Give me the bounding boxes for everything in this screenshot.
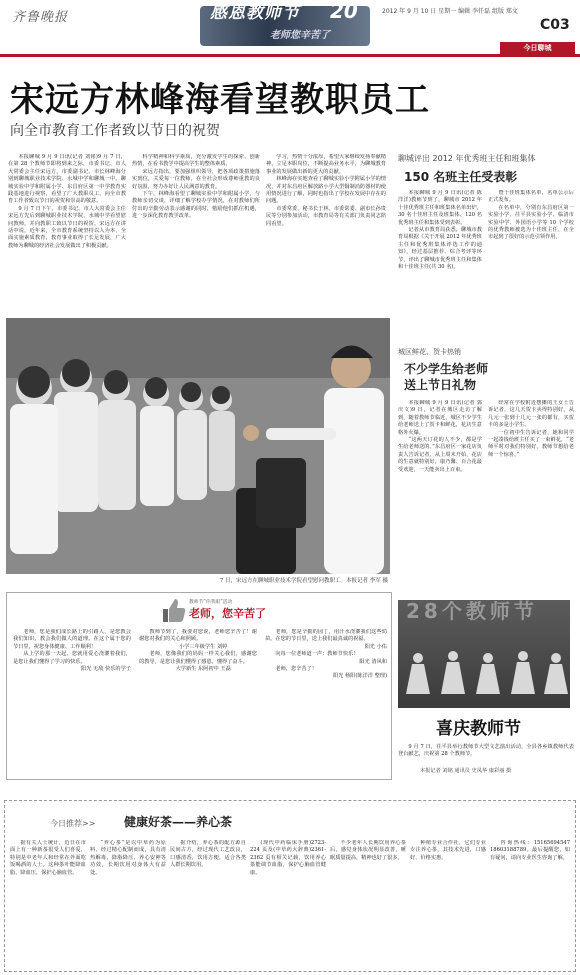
celebration-title: 喜庆教师节 <box>436 719 521 739</box>
story2-col-2: 暨十佳班集体名单，名单公示后正式发布。 在名单中，分别有东昌府区第一实验小学、茌平县实验小学、临清市实验中学、外国语小学等 10 个学校的优秀教师被选为十佳班主任，在全市起到了很好的示范引领作用。 <box>488 190 574 241</box>
banner-number: 20 <box>330 0 358 23</box>
issue-date: 2012 年 9 月 10 日 星期一 编辑 李仟磊 组版 郑文 <box>382 8 518 15</box>
photo-caption: 7 日，宋远方在聊城职业技术学院看望慰问教职工。本报记者 李军 摄 <box>219 578 388 584</box>
holiday-banner <box>200 0 370 46</box>
message-box <box>6 592 392 780</box>
celebration-photo <box>398 600 570 708</box>
headline-subtitle: 向全市教育工作者致以节日的祝贺 <box>10 123 220 139</box>
thumbs-up-icon <box>157 595 187 625</box>
story3-title-2: 送上节日礼物 <box>404 378 477 392</box>
story3-col-1: 本报聊城 9 月 9 日讯(记者 郭庆文)9 日，记者在城区走访了解到，随着教师节临近，城区不少学生给老师送上了贺卡和鲜花，花店生意格外火爆。 “这两天订花的人不少，都是学生给老师送的。”东昌府区一家花店负责人告诉记者，从上周末开始，花店的生意就特别好，康乃馨、百合花最受欢迎，一天能卖出上百束。 <box>398 400 482 473</box>
dancers-illustration <box>398 640 570 708</box>
story2-title: 150 名班主任受表彰 <box>404 170 518 184</box>
paper-name: 齐鲁晚报 <box>12 10 69 25</box>
headline: 宋远方林峰海看望教职员工 <box>10 80 430 120</box>
recommend-label: 今日推荐>> <box>50 819 96 828</box>
lead-col-2: 科学精神和科学素质，充分激发学生的探索、创新热情，在看书教学中提高学生的整体素质。 宋远方指出，要加强组织领导，把各项政策措施落实到位，关爱每一位教师，在全社会形成尊师重教的良好氛围，努力办好让人民满意的教育。 下午，林峰海看望了聊城实验中学和附属小学，与教师亲切交谈，详细了解学校办学情况，在对教师们所付出的辛勤劳动表示感谢的同时，勉励他们抓住机遇，进一步深化教育教学改革。 <box>132 154 260 220</box>
bottom-col-4: (现代中药临床手册)2723-224 页及(中草药大辞典)2361-2362 页有相关记载，饮用养心茶能调节血脂，保护心脑血管健康。 <box>250 840 326 876</box>
banner-subtitle: 老师您辛苦了 <box>270 30 330 41</box>
masthead <box>0 0 580 52</box>
lead-col-1: 本报聊城 9 月 9 日讯(记者 刘铭)9 月 7 日，在第 28 个教师节即将到来之际，市委书记、市人大常委会主任宋远方，市委副书记、市长林峰海分别到聊城职业技术学院、水城中学和聊城一中、聊城实验中学和附属小学、东昌府区第一中学教育实践基地进行视察，看望了广大教职员工，向全市教育工作者致以节日的祝贺和崇高的敬意。 9 月 7 日下午，市委书记、市人大常委会主任宋远方先后到聊城职业技术学院、水城中学看望慰问教师，并向教职工致以节日的祝贺。宋远方在讲话中说，近年来，全市教育系统坚持以人为本，全面实施素质教育，教育事业取得了长足发展，广大教师为聊城的经济社会发展做出了积极贡献。 <box>8 154 126 249</box>
message-col-3: 老师，您是辛勤的园丁，用汗水浇灌我们这些幼苗。在您的节日里，送上我们最真诚的祝福。 阳光 小佑 向每一位老师道一声：教师节快乐！ 阳光 清风和 老师，您辛苦了！ 阳光 杨阳(陈洋洋 整理) <box>265 629 387 680</box>
story2-col-1: 本报聊城 9 月 9 日讯(记者 陈洋洋)教师节到了，聊城市 2012 年十佳优秀班主任和班集体名单出炉，30 名十佳班主任及班集体、120 名优秀班主任和集体受到表彰。 记者从市教育局获悉，聊城市教育局根据《关于开展 2012 年优秀班主任和优秀班集体评选工作的通知》，经过基层推荐、综合考评等环节，评出了聊城市优秀班主任和集体和十佳班主任(共 30 名)。 <box>398 190 482 271</box>
bottom-col-1: 据有关人士统计，近日在市面上有一种新茶很受人们喜爱，特别是中老年人和经常在外面吃饭喝酒的人士。这种茶叶能降血脂、降血压，保护心脑血管。 <box>10 840 86 876</box>
lead-col-3: 学习，热情十分浓厚，希望大家继续发扬奉献精神，立足本职岗位，不断提高业务水平，为聊城教育事业的发展做出新的更大的贡献。 林峰海在实地查看了聊城实验小学附属小学的情况，并对东昌府区解放路小学大型铜制消防器材的使用情况进行了解，同时也指出了学校在发展中存在的问题。 市委常委、秘书长于林，市委常委、副市长孙贵民等分别参加活动，市教育局等有关部门负责同志陪同看望。 <box>266 154 386 227</box>
bottom-col-3: 据介绍，养心茶的配方源自民间古方，经过现代工艺改良，口感清香，饮用方便，适合各类人群长期饮用。 <box>170 840 246 869</box>
message-col-1: 老师，您是我们成长路上的引路人，是您教会我们知识，教会我们做人的道理。在这个属于您的节日里，祝您身体健康、工作顺利！ 从上学的那一天起，您就用爱心浇灌着我们，是您让我们懂得了学习的快乐。 阳光 无敌 快乐的学子 <box>13 629 131 673</box>
celebration-credit: 本报记者 刘铭 通讯员 史凤华 康彩丽 摄 <box>420 768 512 774</box>
celebration-photo-text: 28个教师节 <box>406 600 538 623</box>
story3-col-2: 经常在学校附近摆摊的王女士告诉记者，这几天贺卡卖得特别好，从几元一张到十几元一张的都有，买贺卡的多是小学生。 一位初中生告诉记者，她和同学一起凑钱给班主任买了一束鲜花，“老师平时对我们特别好，教师节想给老师一个惊喜。” <box>488 400 574 458</box>
bottom-cols <box>10 840 572 968</box>
story3-kicker: 城区鲜花、贺卡热销 <box>398 348 461 356</box>
bottom-col-6: 种植专业合作社，它们专业专注养心茶，其技术先进，口感好，价格实惠。 <box>410 840 486 861</box>
message-box-tag: 教师节“你我眼”活动 <box>189 600 233 605</box>
story3-title-1: 不少学生给老师 <box>404 362 489 376</box>
section-tab: 今日聊城 <box>500 42 575 54</box>
page-number: C03 <box>540 17 570 33</box>
message-col-2: 教师节到了，我要对您说，老师您辛苦了！谢谢您对我们的关心和照顾。 小学三年级学生 刘婷 老师，您像我们的妈妈一样关心我们，感谢您的教导，是您让我们懂得了感恩，懂得了奋斗。 大学新生 东阿初中 王磊 <box>139 629 257 673</box>
message-box-title: 老师，您辛苦了 <box>189 607 266 620</box>
handshake-photo-illustration <box>6 318 390 574</box>
banner-title: 感恩教师节 <box>210 3 300 23</box>
main-photo <box>6 318 390 574</box>
bottom-title: 健康好茶——养心茶 <box>124 815 233 829</box>
bottom-col-7: 咨询热线：15165694547 18603188789。最后提醒您，如有疑问，请向专业医生咨询了解。 <box>490 840 570 861</box>
bottom-col-5: 不少老年人长期饮用养心茶后，感觉身体状况明显改善，睡眠质量提高，精神也好了很多。 <box>330 840 406 861</box>
masthead-rule <box>0 54 580 57</box>
story2-kicker: 聊城评出 2012 年优秀班主任和班集体 <box>398 154 536 163</box>
bottom-col-2: “养心茶”是以中草药为原料，经过精心配制而成，具有清热解毒、降脂降压、养心安神等功效，长期饮用对身体大有益处。 <box>90 840 166 876</box>
celebration-text: 9 月 7 日，茌平县举行教师节大型文艺演出活动，全县各乡镇教师代表登台献艺，庆祝第 28 个教师节。 <box>398 744 574 758</box>
